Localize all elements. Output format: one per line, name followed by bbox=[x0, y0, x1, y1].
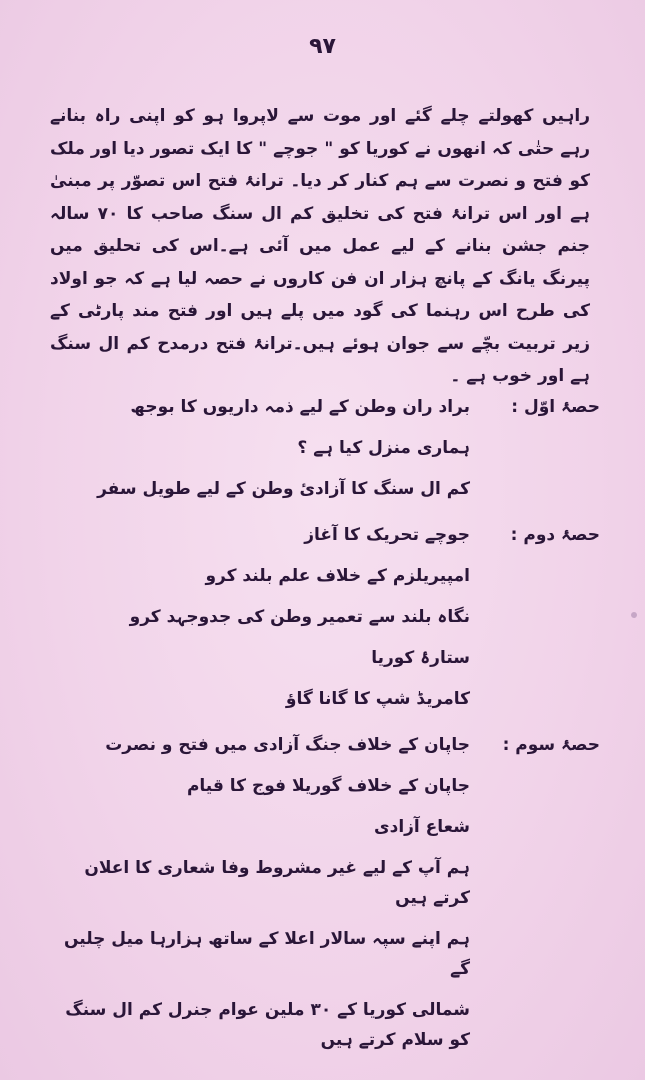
section-item: امپیریلزم کے خلاف علم بلند کرو bbox=[205, 566, 470, 586]
section-item: ستارۂ کوریا bbox=[371, 648, 470, 668]
section-item: جاپان کے خلاف گوریلا فوج کا قیام bbox=[186, 776, 470, 796]
section-item: نگاہ بلند سے تعمیر وطن کی جدوجہد کرو bbox=[129, 607, 470, 627]
section-item: شمالی کوریا کے ۳۰ ملین عوام جنرل کم ال سنگ کو سلام کرتے ہیں bbox=[65, 1000, 470, 1050]
section-label: حصۂ اوّل : bbox=[511, 397, 600, 417]
section-item-list bbox=[50, 730, 470, 1066]
section-item: جاپان کے خلاف جنگ آزادی میں فتح و نصرت bbox=[105, 735, 470, 755]
section-item-list bbox=[50, 520, 470, 725]
page-number: ۹۷ bbox=[309, 34, 336, 59]
section-label: حصۂ سوم : bbox=[502, 735, 600, 755]
section-item: ہماری منزل کیا ہے ؟ bbox=[297, 438, 470, 458]
section-item: شعاع آزادی bbox=[374, 817, 470, 837]
section-item: کامریڈ شپ کا گانا گاؤ bbox=[285, 689, 470, 709]
section-item: جوچے تحریک کا آغاز bbox=[304, 525, 470, 545]
section-item: ہم اپنے سپہ سالار اعلا کے ساتھ ہزارہا میل چلیں گے bbox=[63, 929, 470, 979]
section-item: ہم آپ کے لیے غیر مشروط وفا شعاری کا اعلان کرتے ہیں bbox=[84, 858, 470, 908]
section-item: براد ران وطن کے لیے ذمہ داریوں کا بوجھ bbox=[130, 397, 470, 417]
intro-text: راہیں کھولتے چلے گئے اور موت سے لاپروا ہو کو اپنی راہ بنانے رہے حتٰی کہ انھوں نے کوریا کو " جوچے " کا ایک تصور دیا اور ملک کو فتح و نصرت سے ہم کنار کر دیا۔ ترانۂ فتح اس تصوّر پر مبنیٰ ہے اور اس ترانۂ فتح کی تخلیق کم ال سنگ صاحب کا ۷۰ سالہ جنم جشن بنانے کے لیے عمل میں آئی ہے۔اس کی تحلیق میں پیرنگ یانگ کے پانچ ہزار ان فن کاروں نے حصہ لیا ہے کہ جو اولاد کی طرح اس رہنما کی گود میں پلے ہیں اور فتح مند پارٹی کے زیر تربیت بچّے سے جوان ہوئے ہیں۔ترانۂ فتح درمدح کم ال سنگ ہے اور خوب ہے ۔ bbox=[50, 106, 590, 386]
section-item-list bbox=[50, 392, 470, 515]
section-item: کم ال سنگ کا آزادیٔ وطن کے لیے طویل سفر bbox=[97, 479, 470, 499]
intro-paragraph bbox=[50, 100, 590, 393]
section-label: حصۂ دوم : bbox=[510, 525, 600, 545]
margin-mark bbox=[631, 612, 637, 618]
